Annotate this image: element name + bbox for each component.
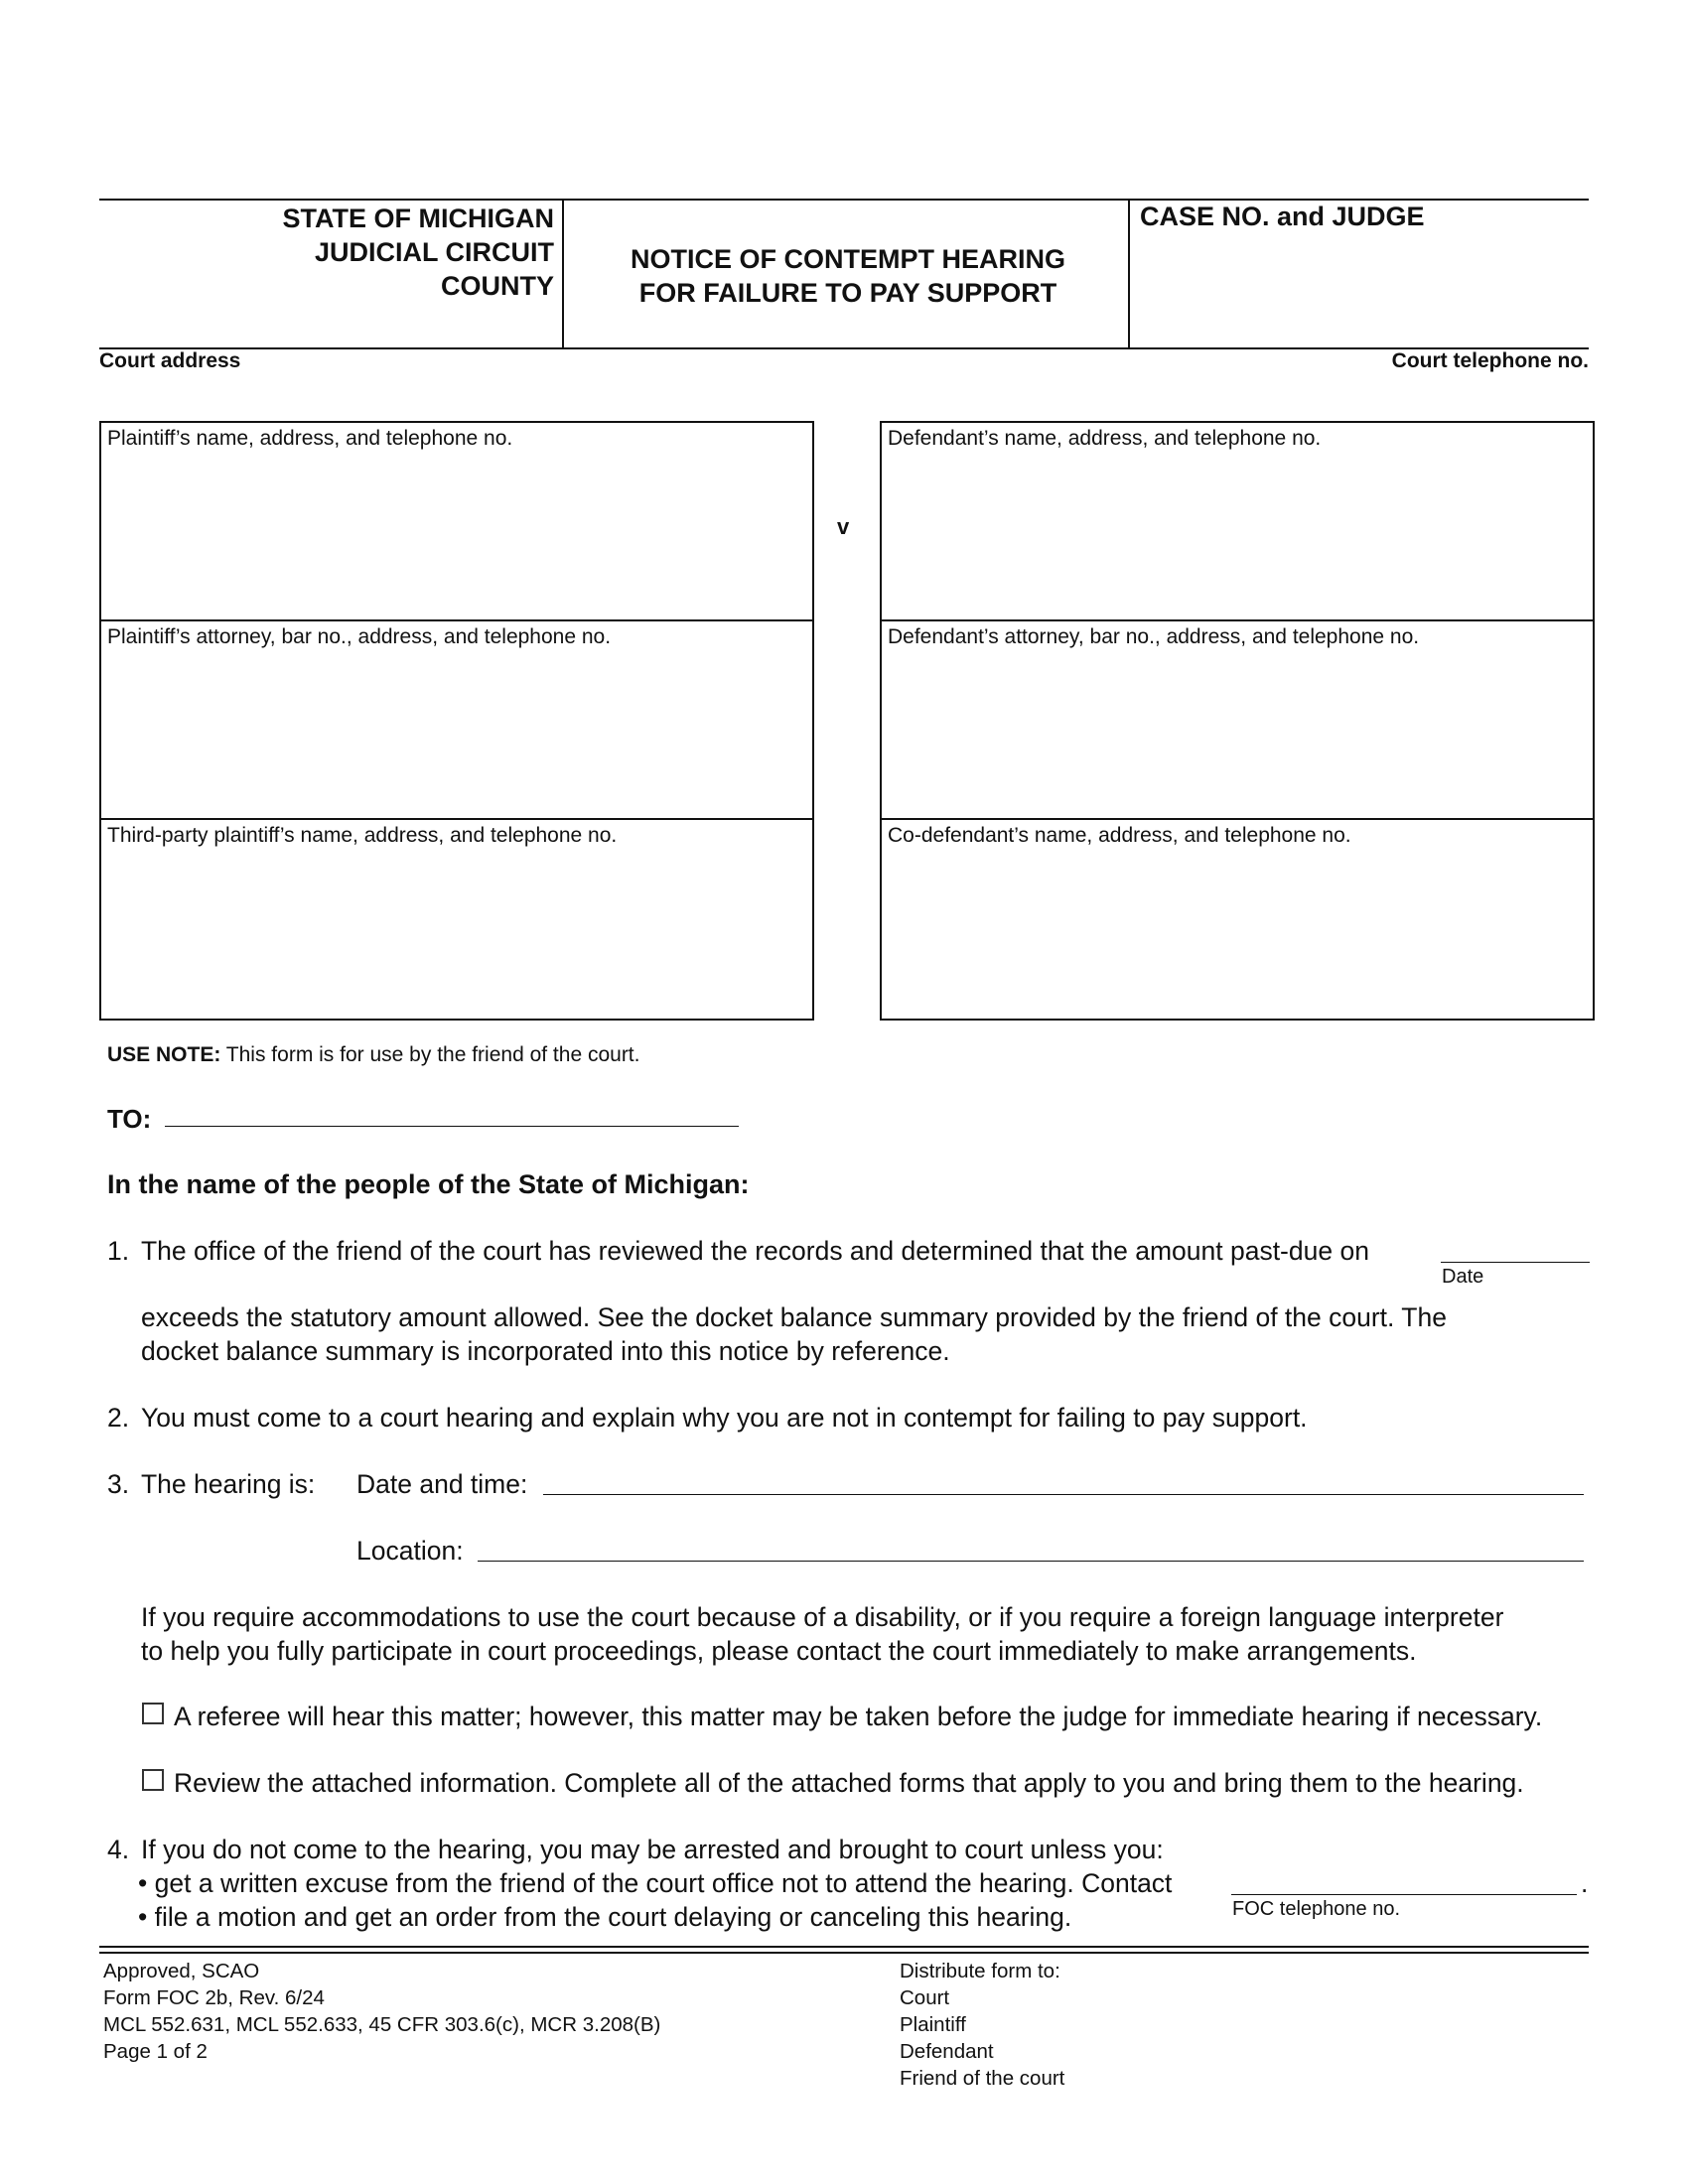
court-jurisdiction [99,202,554,303]
defendant-attorney-label: Defendant’s attorney, bar no., address, and telephone no. [888,625,1420,648]
footer-rule-1 [99,1946,1589,1948]
distribute-label: Distribute form to: [900,1960,1060,1982]
footer-approved: Approved, SCAO [103,1960,260,1982]
location-input[interactable] [478,1561,1584,1562]
item4-text: If you do not come to the hearing, you may be arrested and brought to court unless you: [141,1835,1164,1864]
item3-number: 3. [107,1469,130,1499]
date-label: Date [1442,1266,1484,1288]
case-number-field[interactable]: CASE NO. and JUDGE [1140,202,1425,231]
date-time-label: Date and time: [356,1469,528,1499]
co-defendant-field[interactable] [882,820,1593,1019]
co-defendant-label: Co-defendant’s name, address, and telephone no. [888,824,1351,847]
footer-statutes: MCL 552.631, MCL 552.633, 45 CFR 303.6(c), MCR 3.208(B) [103,2013,661,2036]
footer-form-info [103,1958,660,2065]
foc-period: . [1581,1868,1589,1898]
accommodations-notice [141,1600,1503,1668]
foc-telephone-input[interactable] [1231,1894,1577,1895]
defendant-attorney-field[interactable] [882,621,1593,820]
court-address-label: Court address [99,349,241,372]
accommodations-line1: If you require accommodations to use the court because of a disability, or if you require a foreign language interpreter [141,1602,1504,1632]
plaintiff-box [99,421,814,1021]
referee-checkbox[interactable] [142,1703,164,1724]
defendant-field[interactable] [882,423,1593,621]
item1-text: The office of the friend of the court has reviewed the records and determined that the amount past-due on [141,1236,1369,1266]
item4-number: 4. [107,1835,130,1864]
plaintiff-attorney-label: Plaintiff’s attorney, bar no., address, and telephone no. [107,625,612,648]
item4-bullet2: • file a motion and get an order from the court delaying or canceling this hearing. [138,1902,1072,1932]
distribute-court: Court [900,1986,950,2009]
header-divider-left [562,200,564,347]
plaintiff-label: Plaintiff’s name, address, and telephone no. [107,427,513,450]
item2-text: You must come to a court hearing and explain why you are not in contempt for failing to pay support. [141,1403,1308,1433]
date-time-input[interactable] [543,1494,1584,1495]
referee-checkbox-label: A referee will hear this matter; however, this matter may be taken before the judge for immediate hearing if necessary. [174,1702,1543,1731]
item1-continuation [141,1300,1447,1368]
to-input[interactable] [165,1126,739,1127]
third-party-plaintiff-label: Third-party plaintiff’s name, address, and telephone no. [107,824,618,847]
plaintiff-attorney-field[interactable] [101,621,812,820]
form-title-line2: FOR FAILURE TO PAY SUPPORT [638,278,1057,308]
form-title-line1: NOTICE OF CONTEMPT HEARING [631,244,1065,274]
plaintiff-field[interactable] [101,423,812,621]
header-top-rule [99,199,1589,201]
county-label: COUNTY [441,271,554,301]
header-bottom-rule [99,347,1589,349]
footer-form-number: Form FOC 2b, Rev. 6/24 [103,1986,325,2009]
footer-rule-2 [99,1952,1589,1954]
distribute-plaintiff: Plaintiff [900,2013,966,2036]
defendant-box [880,421,1595,1021]
past-due-date-input[interactable] [1441,1262,1590,1263]
form-title [568,242,1128,310]
item4-bullet1: • get a written excuse from the friend of the court office not to attend the hearing. Contact [138,1868,1173,1898]
versus-label: v [837,514,850,539]
attached-info-checkbox[interactable] [142,1769,164,1791]
third-party-plaintiff-field[interactable] [101,820,812,1019]
distribute-defendant: Defendant [900,2040,994,2063]
footer-distribution [900,1958,1064,2092]
use-note-label: USE NOTE: [107,1043,221,1066]
footer-page-number: Page 1 of 2 [103,2040,208,2063]
item1-number: 1. [107,1236,130,1266]
court-telephone-label: Court telephone no. [1391,349,1589,372]
hearing-is-label: The hearing is: [141,1469,316,1499]
state-label: STATE OF MICHIGAN [282,204,554,233]
to-label: TO: [107,1104,152,1134]
distribute-friend-of-court: Friend of the court [900,2067,1065,2090]
item1-cont-line2: docket balance summary is incorporated into this notice by reference. [141,1336,950,1366]
item1-cont-line1: exceeds the statutory amount allowed. See the docket balance summary provided by the friend of the court. The [141,1302,1447,1332]
header-divider-right [1128,200,1130,347]
use-note-text: This form is for use by the friend of the court. [220,1043,640,1066]
foc-telephone-label: FOC telephone no. [1232,1898,1400,1920]
location-label: Location: [356,1536,464,1566]
people-heading: In the name of the people of the State of Michigan: [107,1169,750,1199]
accommodations-line2: to help you fully participate in court proceedings, please contact the court immediately to make arrangements. [141,1636,1417,1666]
attached-info-checkbox-label: Review the attached information. Complete all of the attached forms that apply to you and bring them to the hearing. [174,1768,1524,1798]
circuit-label: JUDICIAL CIRCUIT [314,237,554,267]
item2-number: 2. [107,1403,130,1433]
defendant-label: Defendant’s name, address, and telephone no. [888,427,1322,450]
use-note [107,1043,639,1067]
